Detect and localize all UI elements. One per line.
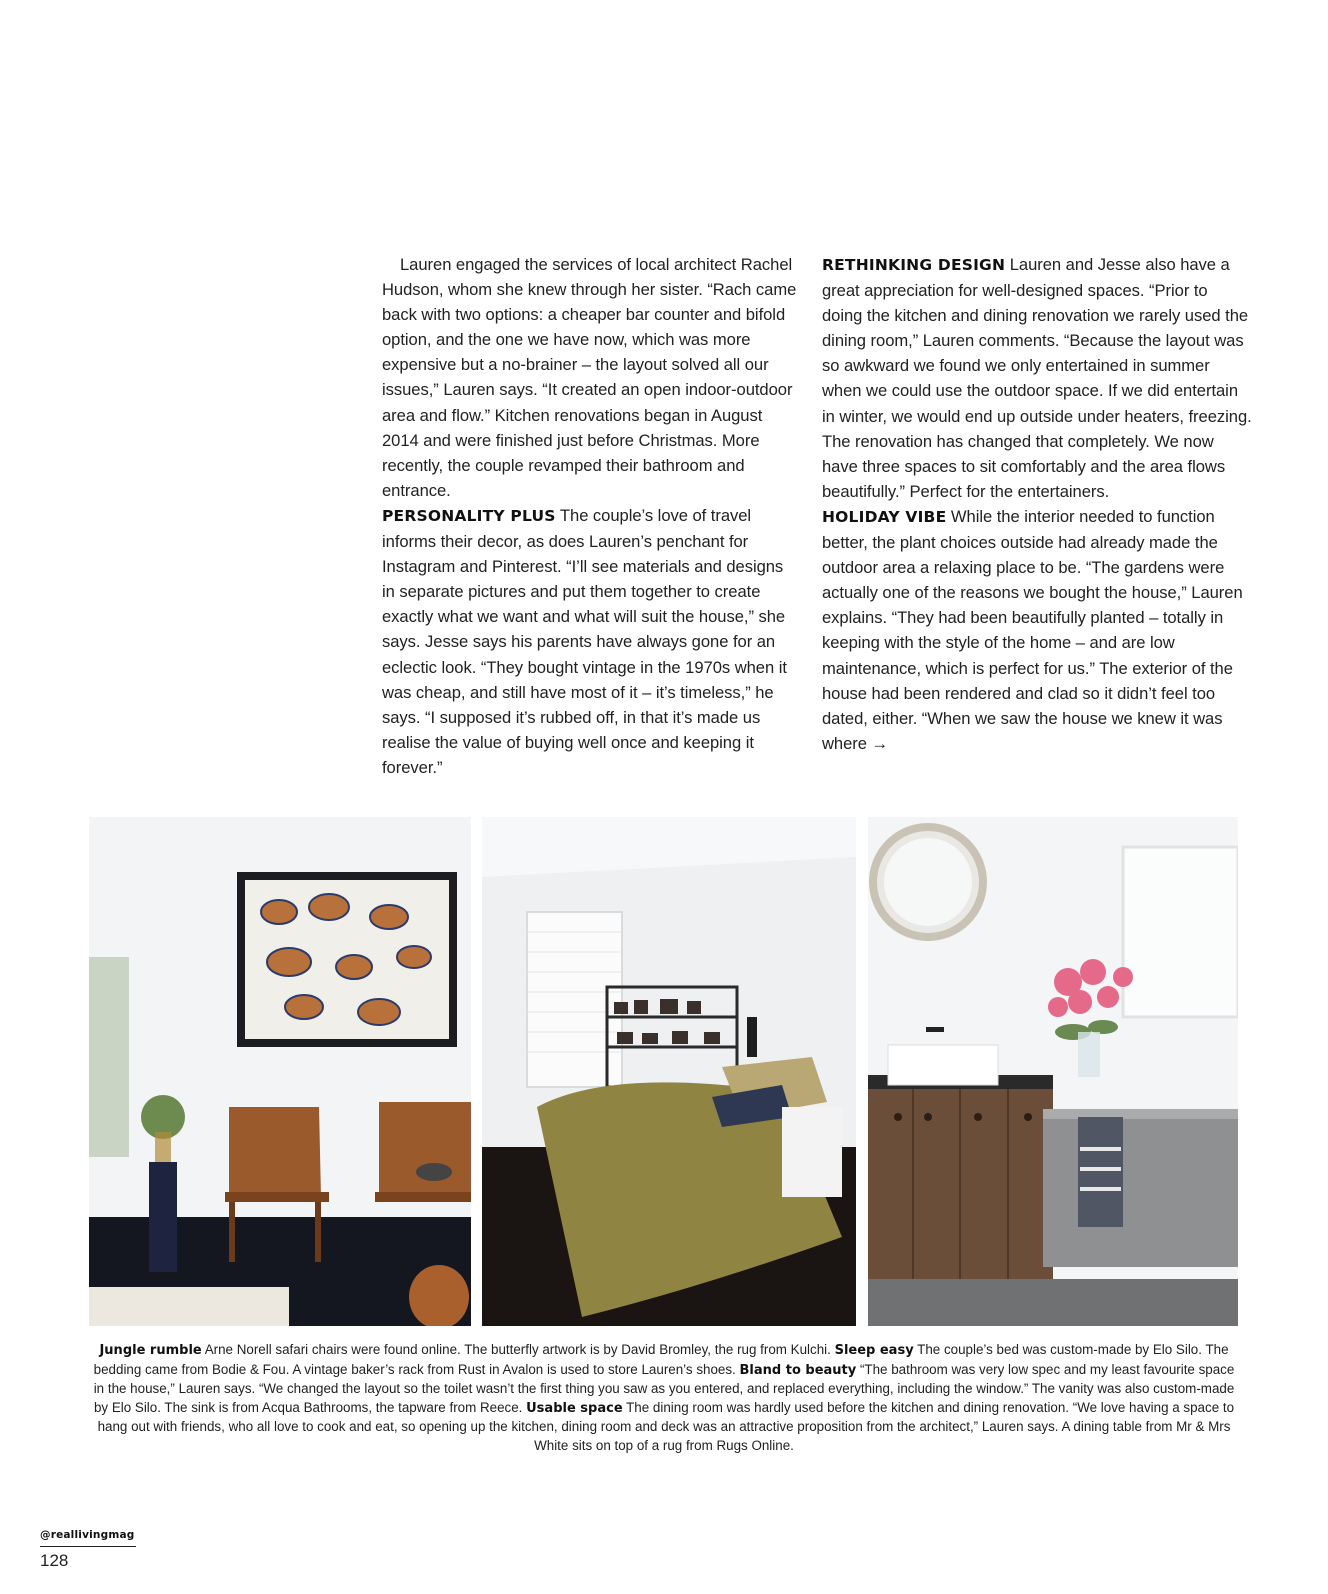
article-column-left	[382, 252, 800, 780]
caption-heading: Bland to beauty	[739, 1362, 857, 1378]
photo-caption	[88, 1341, 1240, 1456]
photo-living-room	[89, 817, 471, 1326]
body-text: Lauren and Jesse also have a great appreciation for well-designed spaces. “Prior to doing the kitchen and dining renovation we rarely used the dining room,” Lauren comments. “Because the layout was so awkward we found we only entertained in summer when we could use the outdoor space. If we did entertain in winter, we would end up outside under heaters, freezing. The renovation has changed that completely. We now have three spaces to sit comfortably and the area flows beautifully.” Perfect for the entertainers.	[822, 255, 1252, 501]
caption-text: “The bathroom was very low spec and my least favourite space in the house,” Lauren says. “We changed the layout so the toilet wasn’t the first thing you saw as you entered, and replaced everything, including the window.” The vanity was also custom-made by Elo Silo. The sink is from Acqua Bathrooms, the tapware from Reece.	[93, 1361, 1235, 1415]
body-text: While the interior needed to function better, the plant choices outside had already made the outdoor area a relaxing place to be. “The gardens were actually one of the reasons we bought the house,” Lauren explains. “They had been beautifully planted – totally in keeping with the style of the home – and are low maintenance, which is perfect for us.” The exterior of the house had been rendered and clad so it didn’t feel too dated, either. “When we saw the house we knew it was where	[822, 506, 1243, 753]
caption-text: The dining room was hardly used before the kitchen and dining renovation. “We love having a space to hang out with friends, who all love to cook and eat, so opening up the kitchen, dining room and deck was an attractive proposition from the architect,” Lauren says. A dining table from Mr & Mrs White sits on top of a rug from Rugs Online.	[97, 1399, 1235, 1453]
section-heading: PERSONALITY PLUS	[382, 506, 556, 525]
caption-heading: Usable space	[526, 1400, 623, 1416]
page-number: 128	[40, 1551, 69, 1570]
caption-heading: Sleep easy	[834, 1343, 914, 1358]
social-handle: @reallivingmag	[40, 1529, 135, 1541]
section-heading: RETHINKING DESIGN	[822, 256, 1006, 274]
continue-arrow-icon: →	[871, 733, 889, 753]
caption-heading: Jungle rumble	[99, 1343, 202, 1358]
article-column-right	[822, 252, 1252, 756]
caption-text: The couple’s bed was custom-made by Elo Silo. The bedding came from Bodie & Fou. A vintage baker’s rack from Rust in Avalon is used to store Lauren’s shoes.	[93, 1342, 1229, 1377]
living-room-illustration	[89, 817, 471, 1326]
body-text: The couple’s love of travel informs their decor, as does Lauren’s penchant for Instagram and Pinterest. “I’ll see materials and designs in separate pictures and put them together to create exactly what we want and what will suit the house,” she says. Jesse says his parents have always gone for an eclectic look. “They bought vintage in the 1970s when it was cheap, and still have most of it – it’s timeless,” he says. “I supposed it’s rubbed off, in that it’s made us realise the value of buying well once and keeping it forever.”	[382, 505, 787, 777]
caption-text: Arne Norell safari chairs were found online. The butterfly artwork is by David Bromley, the rug from Kulchi.	[201, 1342, 835, 1357]
bathroom-illustration	[868, 817, 1238, 1326]
section-heading: HOLIDAY VIBE	[822, 507, 947, 526]
photo-bedroom	[482, 817, 856, 1326]
bedroom-illustration	[482, 817, 856, 1326]
footer-divider	[40, 1546, 136, 1547]
photo-bathroom	[868, 817, 1238, 1326]
body-text: Lauren engaged the services of local architect Rachel Hudson, whom she knew through her sister. “Rach came back with two options: a cheaper bar counter and bifold option, and the one we have now, which was more expensive but a no-brainer – the layout solved all our issues,” Lauren says. “It created an open indoor-outdoor area and flow.” Kitchen renovations began in August 2014 and were finished just before Christmas. More recently, the couple revamped their bathroom and entrance.	[382, 255, 797, 500]
